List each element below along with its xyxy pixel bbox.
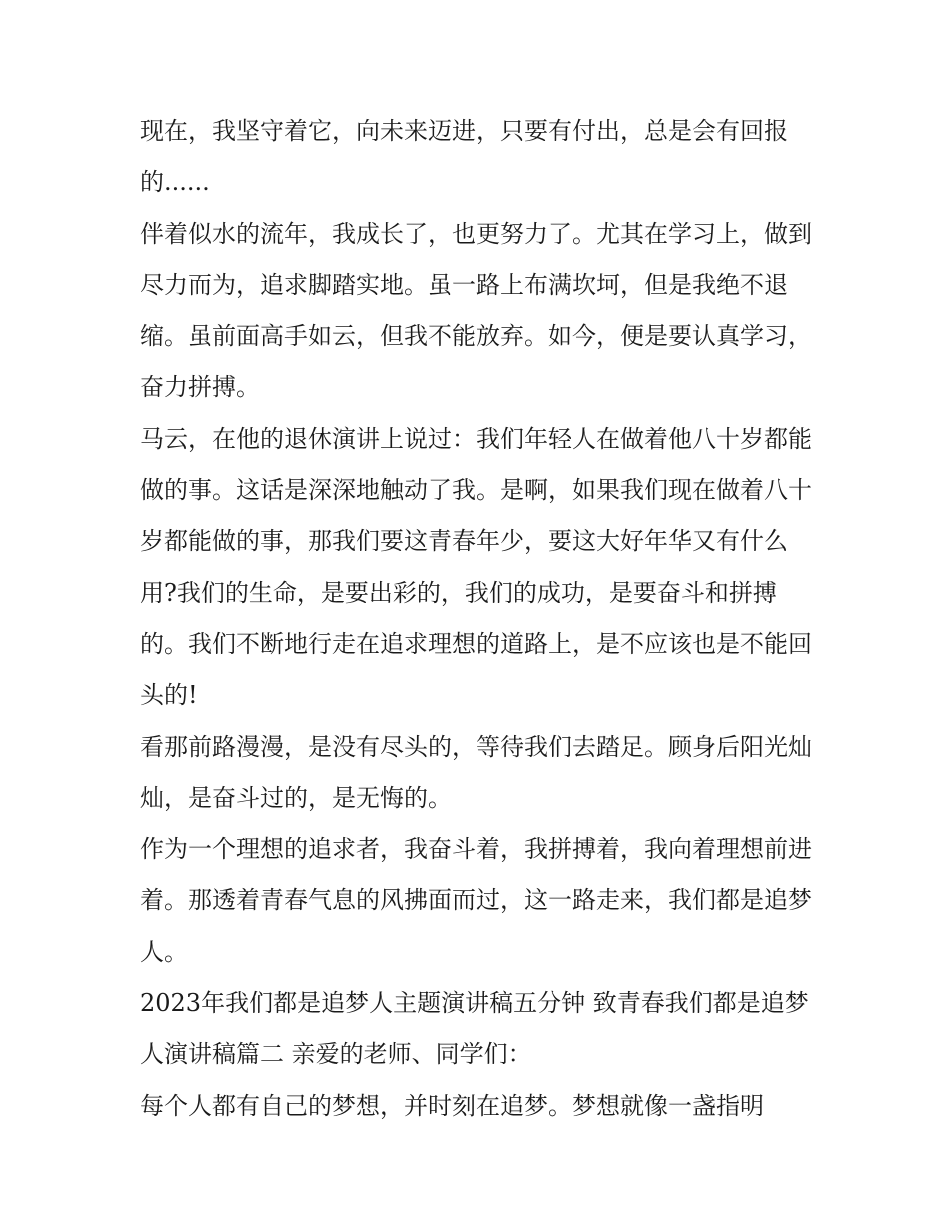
document-body — [140, 106, 820, 1132]
paragraph: 伴着似水的流年，我成长了，也更努力了。尤其在学习上，做到尽力而为，追求脚踏实地。虽一路上布满坎坷，但是我绝不退缩。虽前面高手如云，但我不能放弃。如今，便是要认真学习，奋力拼搏。 — [140, 219, 812, 402]
paragraph: 2023年我们都是追梦人主题演讲稿五分钟 致青春我们都是追梦人演讲稿篇二 亲爱的老师、同学们： — [140, 989, 809, 1069]
paragraph: 作为一个理想的追求者，我奋斗着，我拼搏着，我向着理想前进着。那透着青春气息的风拂面而过，这一路走来，我们都是追梦人。 — [140, 835, 812, 966]
paragraph: 看那前路漫漫，是没有尽头的，等待我们去踏足。顾身后阳光灿灿，是奋斗过的，是无悔的。 — [140, 732, 812, 812]
paragraph: 现在，我坚守着它，向未来迈进，只要有付出，总是会有回报的...... — [140, 117, 788, 197]
paragraph: 马云，在他的退休演讲上说过：我们年轻人在做着他八十岁都能做的事。这话是深深地触动了我。是啊，如果我们现在做着八十岁都能做的事，那我们要这青春年少，要这大好年华又有什么用?我们的生命，是要出彩的，我们的成功，是要奋斗和拼搏的。我们不断地行走在追求理想的道路上，是不应该也是不能回头的! — [140, 424, 812, 710]
paragraph: 每个人都有自己的梦想，并时刻在追梦。梦想就像一盏指明 — [140, 1091, 764, 1120]
